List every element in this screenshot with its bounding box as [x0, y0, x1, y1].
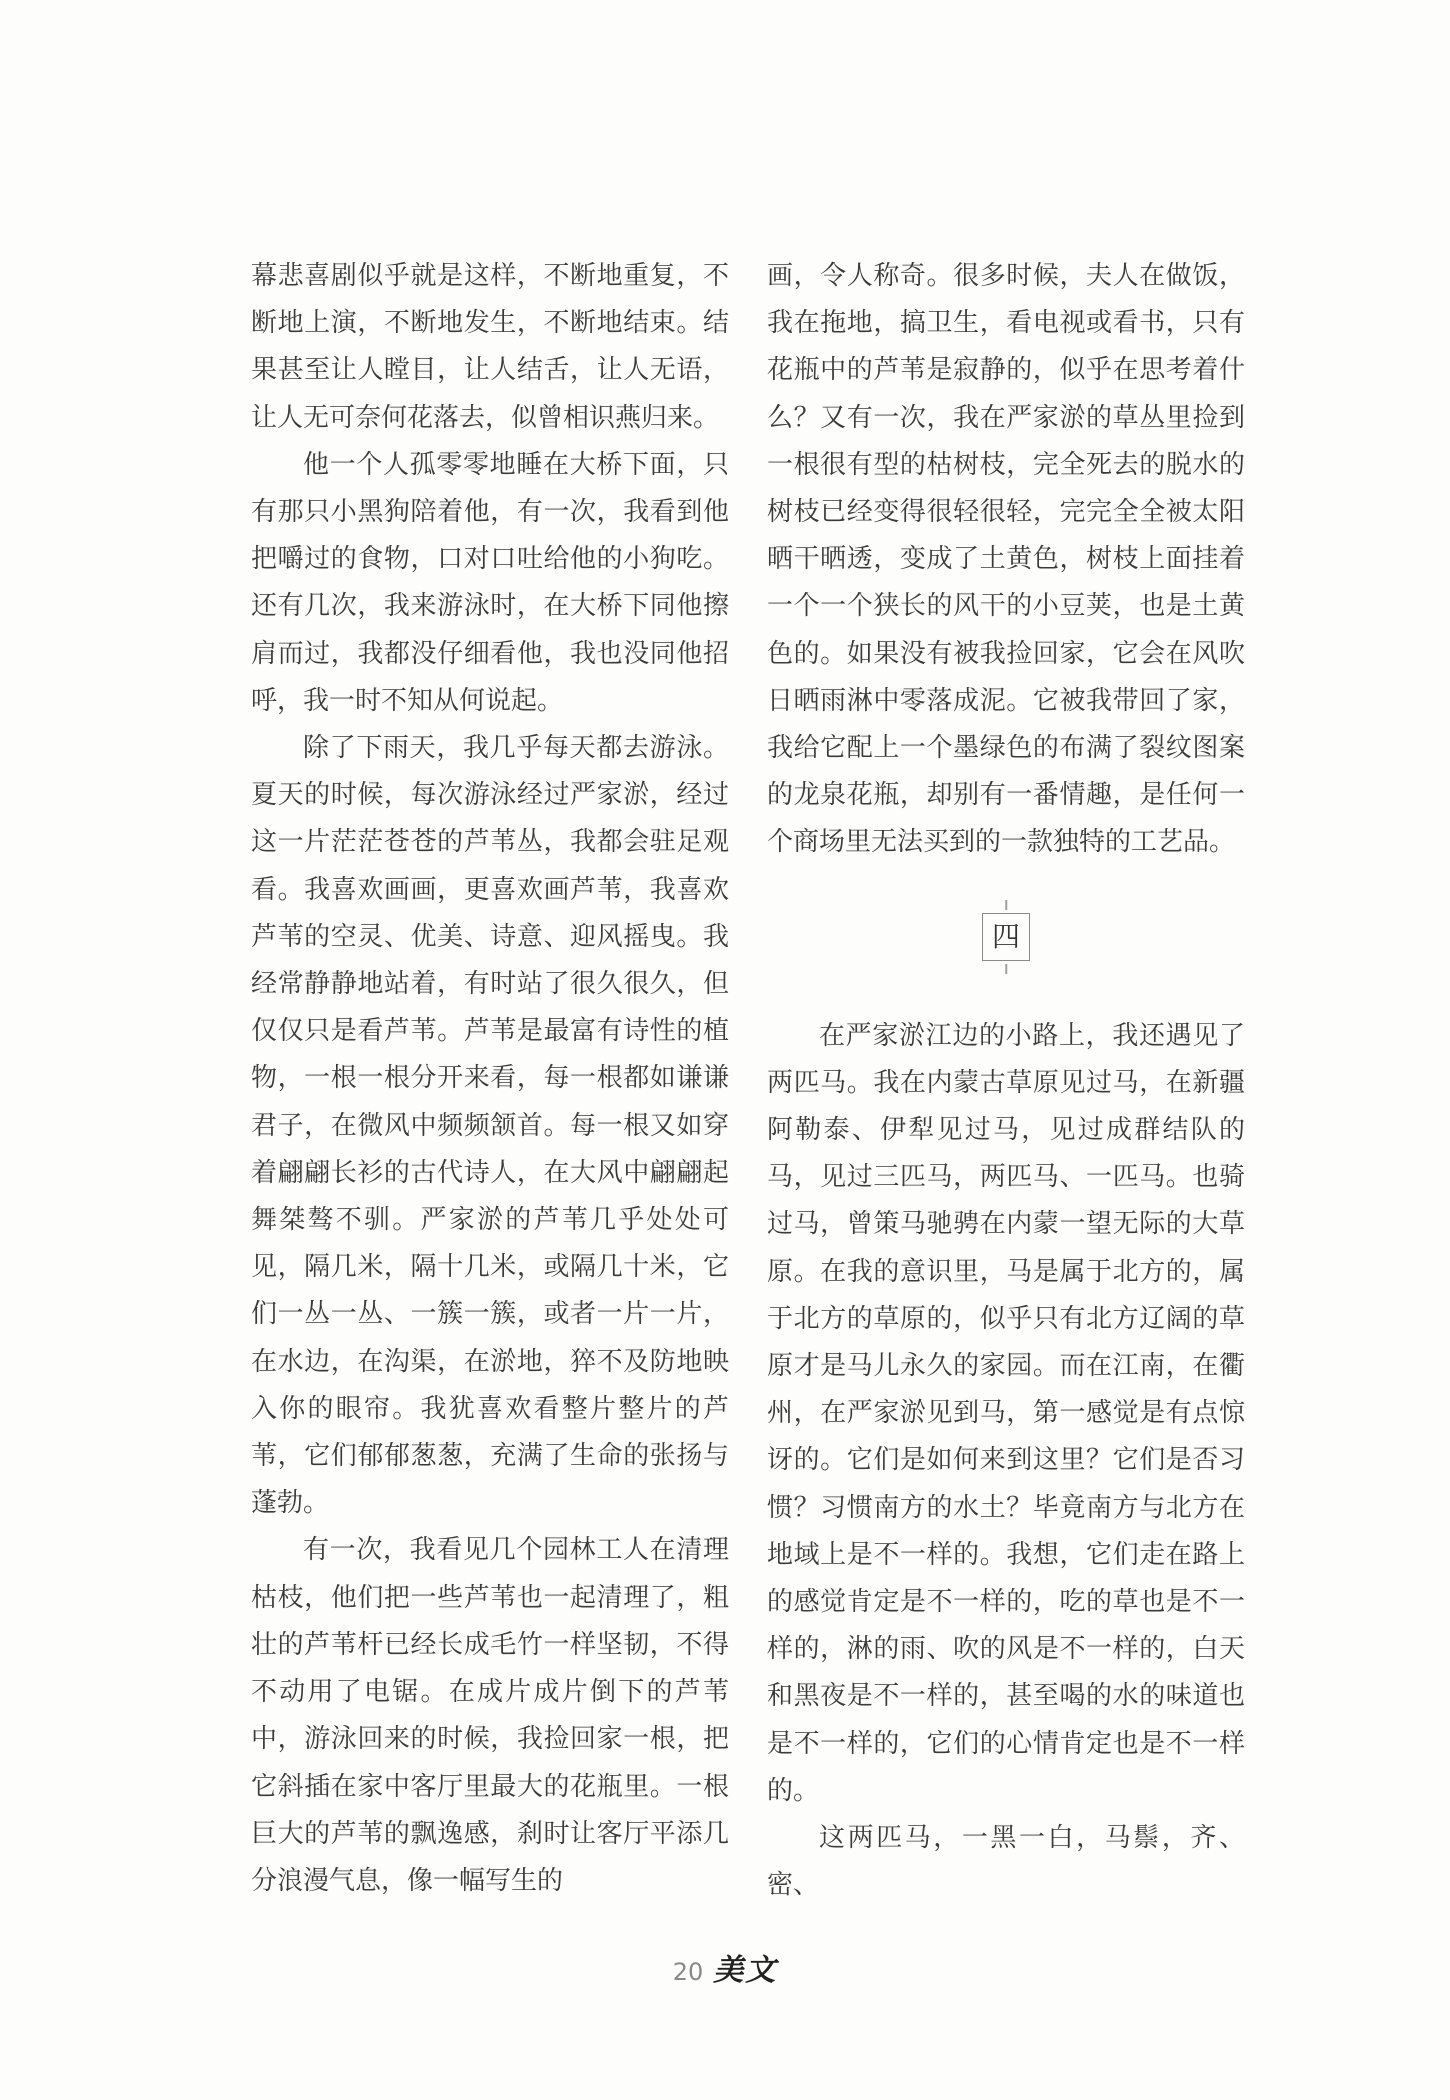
paragraph: 幕悲喜剧似乎就是这样，不断地重复，不断地上演，不断地发生，不断地结束。结果甚至让人瞠目，让人结舌，让人无语，让人无可奈何花落去，似曾相识燕归来。 — [251, 261, 729, 433]
page-footer — [673, 1945, 778, 1989]
paragraph: 这两匹马，一黑一白，马鬃，齐、密、 — [767, 1823, 1245, 1901]
paragraph: 画，令人称奇。很多时候，夫人在做饭，我在拖地，搞卫生，看电视或看书，只有花瓶中的芦苇是寂静的，似乎在思考着什么？又有一次，我在严家淤的草丛里捡到一根很有型的枯树枝，完全死去的脱水的树枝已经变得很轻很轻，完完全全被太阳晒干晒透，变成了土黄色，树枝上面挂着一个一个狭长的风干的小豆荚，也是土黄色的。如果没有被我捡回家，它会在风吹日晒雨淋中零落成泥。它被我带回了家，我给它配上一个墨绿色的布满了裂纹图案的龙泉花瓶，却别有一番情趣，是任何一个商场里无法买到的一款独特的工艺品。 — [767, 261, 1245, 858]
paragraph: 除了下雨天，我几乎每天都去游泳。夏天的时候，每次游泳经过严家淤，经过这一片茫茫苍苍的芦苇丛，我都会驻足观看。我喜欢画画，更喜欢画芦苇，我喜欢芦苇的空灵、优美、诗意、迎风摇曳。我经常静静地站着，有时站了很久很久，但仅仅只是看芦苇。芦苇是最富有诗性的植物，一根一根分开来看，每一根都如谦谦君子，在微风中频频颔首。每一根又如穿着翩翩长衫的古代诗人，在大风中翩翩起舞桀骜不驯。严家淤的芦苇几乎处处可见，隔几米，隔十几米，或隔几十米，它们一丛一丛、一簇一簇，或者一片一片，在水边，在沟渠，在淤地，猝不及防地映入你的眼帘。我犹喜欢看整片整片的芦苇，它们郁郁葱葱，充满了生命的张扬与蓬勃。 — [251, 733, 729, 1519]
left-column — [251, 253, 729, 1905]
paragraph: 他一个人孤零零地睡在大桥下面，只有那只小黑狗陪着他，有一次，我看到他把嚼过的食物，口对口吐给他的小狗吃。还有几次，我来游泳时，在大桥下同他擦肩而过，我都没仔细看他，我也没同他招呼，我一时不知从何说起。 — [251, 449, 729, 716]
right-column — [767, 253, 1245, 1910]
section-heading — [767, 881, 1245, 993]
magazine-logo: 美文 — [713, 1953, 778, 1988]
paragraph: 在严家淤江边的小路上，我还遇见了两匹马。我在内蒙古草原见过马，在新疆阿勒泰、伊犁见过马，见过成群结队的马，见过三匹马，两匹马、一匹马。也骑过马，曾策马驰骋在内蒙一望无际的大草原。在我的意识里，马是属于北方的，属于北方的草原的，似乎只有北方辽阔的草原才是马儿永久的家园。而在江南，在衢州，在严家淤见到马，第一感觉是有点惊讶的。它们是如何来到这里？它们是否习惯？习惯南方的水土？毕竟南方与北方在地域上是不一样的。我想，它们走在路上的感觉肯定是不一样的，吃的草也是不一样的，淋的雨、吹的风是不一样的，白天和黑夜是不一样的，甚至喝的水的味道也是不一样的，它们的心情肯定也是不一样的。 — [767, 1020, 1245, 1806]
paragraph: 有一次，我看见几个园林工人在清理枯枝，他们把一些芦苇也一起清理了，粗壮的芦苇杆已经长成毛竹一样坚韧，不得不动用了电锯。在成片成片倒下的芦苇中，游泳回来的时候，我捡回家一根，把它斜插在家中客厅里最大的花瓶里。一根巨大的芦苇的飘逸感，刹时让客厅平添几分浪漫气息，像一幅写生的 — [251, 1535, 729, 1896]
page-number: 20 — [672, 1958, 704, 1986]
section-number-box: 四 — [982, 913, 1030, 961]
